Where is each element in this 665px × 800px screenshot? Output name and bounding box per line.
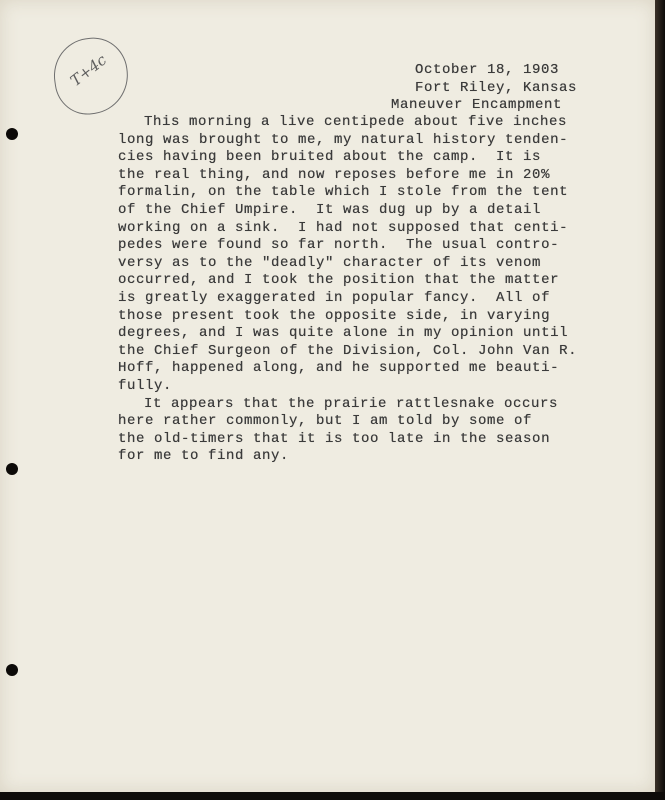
header-place: Maneuver Encampment xyxy=(391,97,563,114)
body-line: This morning a live centipede about five inches xyxy=(144,114,568,130)
body-line: here rather commonly, but I am told by some of xyxy=(118,413,533,430)
body-line: long was brought to me, my natural history tenden- xyxy=(118,131,569,148)
body-line: the Chief Surgeon of the Division, Col. John Van R. xyxy=(118,342,578,359)
circled-annotation xyxy=(49,33,133,119)
letter-header xyxy=(391,62,645,115)
body-line: degrees, and I was quite alone in my opinion until xyxy=(118,325,569,342)
letter-body xyxy=(118,114,644,466)
scan-edge-right xyxy=(655,0,665,800)
body-line: fully. xyxy=(118,377,173,394)
punch-hole-bottom xyxy=(6,664,18,676)
body-line: the old-timers that it is too late in the season xyxy=(118,430,551,447)
body-line: Hoff, happened along, and he supported me beauti- xyxy=(118,360,560,377)
body-line: those present took the opposite side, in varying xyxy=(118,307,551,324)
body-line: formalin, on the table which I stole from the tent xyxy=(118,184,569,201)
body-line: of the Chief Umpire. It was dug up by a detail xyxy=(118,201,542,218)
body-line: versy as to the "deadly" character of its venom xyxy=(118,254,542,271)
annotation-text: T+4c xyxy=(66,50,110,90)
header-date: October 18, 1903 xyxy=(415,62,560,78)
body-line: the real thing, and now reposes before me in 20% xyxy=(118,166,551,183)
scan-edge-bottom xyxy=(0,792,665,800)
body-line: pedes were found so far north. The usual contro- xyxy=(118,237,560,254)
body-line: is greatly exaggerated in popular fancy. All of xyxy=(118,289,551,306)
body-line: cies having been bruited about the camp. It is xyxy=(118,149,542,166)
body-line: for me to find any. xyxy=(118,448,290,465)
body-line: working on a sink. I had not supposed that centi- xyxy=(118,219,569,236)
punch-hole-top xyxy=(6,128,18,140)
body-line: It appears that the prairie rattlesnake occurs xyxy=(144,395,559,412)
punch-hole-middle xyxy=(6,463,18,475)
header-location: Fort Riley, Kansas xyxy=(415,79,578,96)
body-line: occurred, and I took the position that the matter xyxy=(118,272,560,289)
